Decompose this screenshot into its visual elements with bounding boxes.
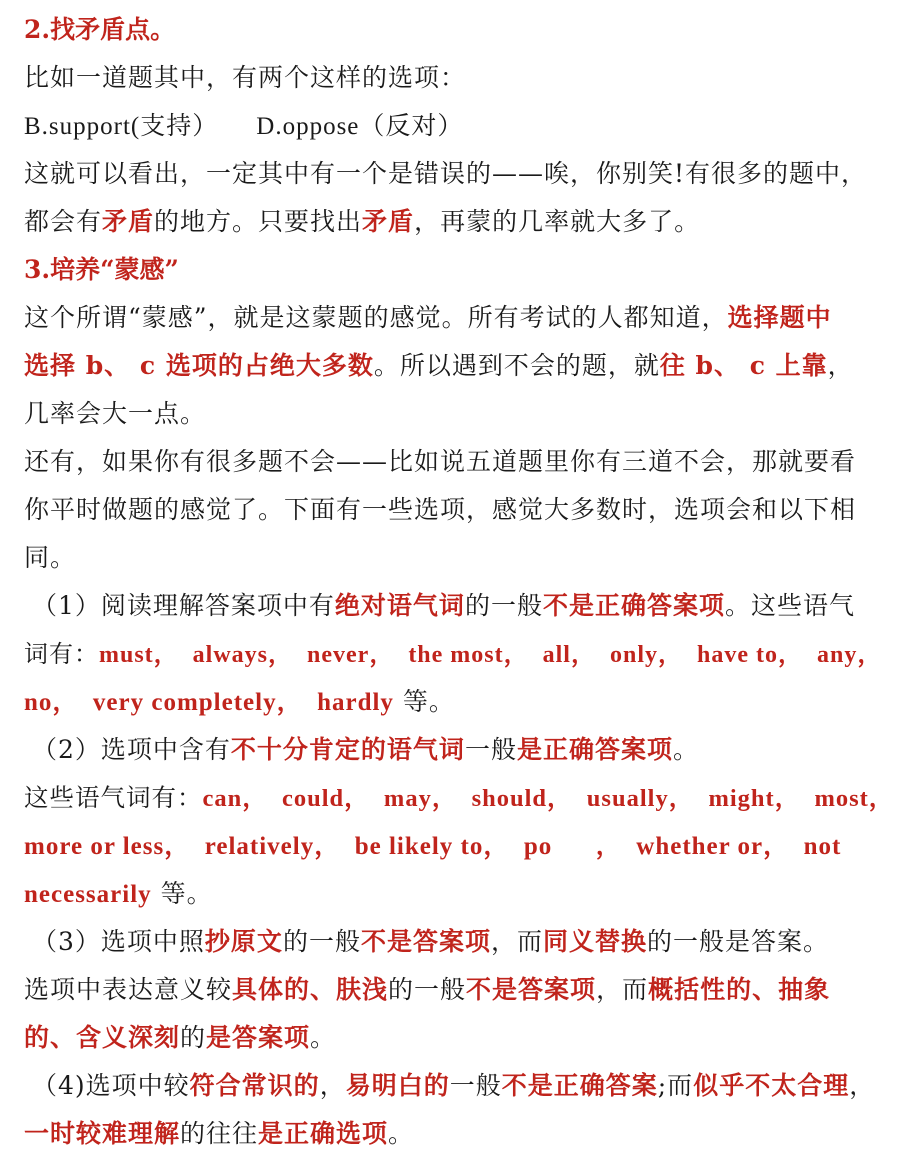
item-1-line-3 <box>24 678 894 726</box>
highlight: 的、含义深刻 <box>24 1023 181 1052</box>
highlight: 选择题中 <box>727 303 832 332</box>
text: 的地方。只要找出 <box>154 207 363 236</box>
text: （1）阅读理解答案项中有 <box>32 591 335 620</box>
text: 选项中表达意义较 <box>24 975 233 1004</box>
text: 词有： <box>24 640 99 668</box>
s3-paragraph-1-line-2 <box>24 342 894 390</box>
highlight: 矛盾 <box>362 207 415 236</box>
text: 一般 <box>449 1071 502 1100</box>
text: 你平时做题的感觉了。下面有一些选项，感觉大多数时，选项会和以下相 <box>24 495 857 524</box>
item-1-line-1 <box>24 582 894 630</box>
highlight: 绝对语气词 <box>334 591 465 620</box>
text: 这个所谓“蒙感”，就是这蒙题的感觉。所有考试的人都知道， <box>24 303 728 332</box>
highlight: 不是答案项 <box>360 927 491 956</box>
item-2-line-2 <box>24 774 894 822</box>
text: 的一般 <box>388 975 467 1004</box>
word-list: no， very completely， hardly <box>24 689 394 716</box>
highlight: 往 b、 c 上靠 <box>659 351 828 380</box>
text: 。 <box>672 735 699 764</box>
text: （4)选项中较 <box>32 1071 190 1100</box>
section-2-heading: 2.找矛盾点。 <box>24 15 176 44</box>
highlight: 一时较难理解 <box>24 1119 181 1148</box>
text: 。所以遇到不会的题，就 <box>373 351 660 380</box>
text: ，而 <box>596 975 649 1004</box>
word-list: must， always， never， the most， all， only， have to， any， <box>99 642 883 668</box>
text: 等。 <box>151 879 213 908</box>
highlight: 矛盾 <box>102 207 155 236</box>
text: 一般 <box>464 735 517 764</box>
text: 。 <box>388 1119 415 1148</box>
text: 的 <box>180 1023 207 1052</box>
s2-paragraph-1 <box>24 54 894 102</box>
highlight: 同义替换 <box>542 927 647 956</box>
text: ， <box>849 1071 876 1100</box>
section-3-heading: 3.培养“蒙感” <box>24 255 179 284</box>
text: 几率会大一点。 <box>24 399 207 428</box>
text: 的一般是答案。 <box>647 927 830 956</box>
word-list: more or less， relatively， be likely to， po ， whether or， not <box>24 833 842 860</box>
text: 比如一道题其中，有两个这样的选项： <box>24 63 467 92</box>
text: 这就可以看出，一定其中有一个是错误的——唉，你别笑!有很多的题中， <box>24 159 868 188</box>
highlight: 选择 b、 c 选项的占绝大多数 <box>24 351 374 380</box>
highlight: 似乎不太合理 <box>693 1071 850 1100</box>
highlight: 符合常识的 <box>189 1071 320 1100</box>
s2-paragraph-2-line-2 <box>24 198 894 246</box>
item-3-line-3 <box>24 1014 894 1062</box>
text: ;而 <box>657 1071 694 1100</box>
text: 。 <box>310 1023 337 1052</box>
text: ， <box>827 351 854 380</box>
highlight: 抄原文 <box>204 927 283 956</box>
highlight: 具体的、肤浅 <box>232 975 389 1004</box>
text: （2）选项中含有 <box>32 735 231 764</box>
highlight: 是正确答案项 <box>516 735 673 764</box>
highlight: 概括性的、抽象 <box>648 975 831 1004</box>
highlight: 易明白的 <box>345 1071 450 1100</box>
text: ， <box>319 1071 346 1100</box>
item-1-line-2 <box>24 630 894 678</box>
s2-paragraph-2-line-1 <box>24 150 894 198</box>
s3-paragraph-1-line-1 <box>24 294 894 342</box>
text: 的往往 <box>180 1119 259 1148</box>
highlight: 不是答案项 <box>466 975 597 1004</box>
option-b: B.support(支持） <box>24 113 219 140</box>
text: ，而 <box>490 927 543 956</box>
text: 的一般 <box>464 591 543 620</box>
text: ，再蒙的几率就大多了。 <box>414 207 701 236</box>
item-2-line-4 <box>24 870 894 918</box>
text: 还有，如果你有很多题不会——比如说五道题里你有三道不会，那就要看 <box>24 447 857 476</box>
s3-paragraph-2-line-2 <box>24 486 894 534</box>
item-3-line-2 <box>24 966 894 1014</box>
s3-paragraph-1-line-3 <box>24 390 894 438</box>
s3-paragraph-2-line-3 <box>24 534 894 582</box>
text: 。这些语气 <box>724 591 855 620</box>
item-4-line-2 <box>24 1110 894 1158</box>
highlight: 不十分肯定的语气词 <box>230 735 465 764</box>
text: （3）选项中照 <box>32 927 205 956</box>
s3-paragraph-2-line-1 <box>24 438 894 486</box>
item-3-line-1 <box>24 918 894 966</box>
text: 都会有 <box>24 207 103 236</box>
option-d: D.oppose（反对） <box>256 113 464 140</box>
highlight: 不是正确答案 <box>501 1071 658 1100</box>
s2-options-line <box>24 102 894 150</box>
word-list: necessarily <box>24 881 152 908</box>
item-2-line-1 <box>24 726 894 774</box>
text: 的一般 <box>282 927 361 956</box>
text: 等。 <box>393 687 455 716</box>
highlight: 是正确选项 <box>258 1119 389 1148</box>
highlight: 是答案项 <box>206 1023 311 1052</box>
item-2-line-3 <box>24 822 894 870</box>
highlight: 不是正确答案项 <box>542 591 725 620</box>
text: 这些语气词有： <box>24 783 203 812</box>
item-4-line-1 <box>24 1062 894 1110</box>
word-list: can， could， may， should， usually， might， most， <box>202 785 895 812</box>
text: 同。 <box>24 543 77 572</box>
